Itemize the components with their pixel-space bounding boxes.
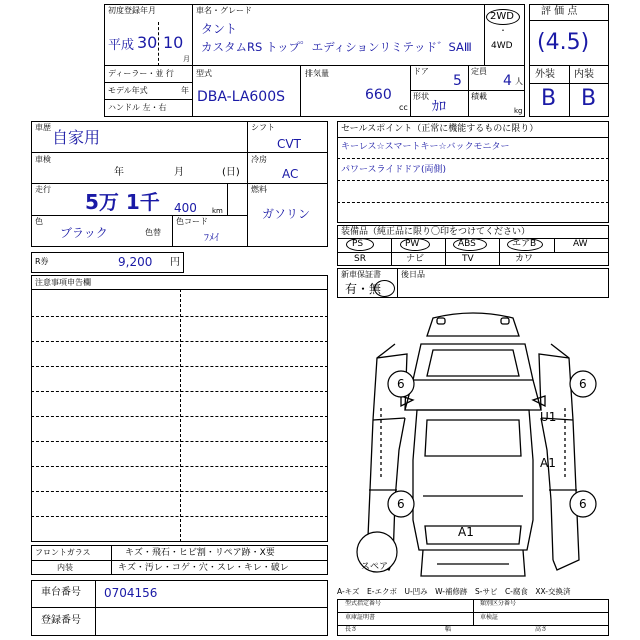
equip-leather: カワ [515,254,534,264]
mileage-value: 5万 1千 [85,190,160,214]
ac-label: 冷房 [251,155,267,164]
color-change-label: 色替 [145,228,161,237]
exterior-label: 外装 [535,69,555,80]
registration-value: 自家用 [52,128,101,147]
color-code-label: 色コード [176,217,208,226]
ac-value: AC [282,167,299,181]
mark-front-right-tire: 6 [579,377,587,391]
mark-rear-a1: A1 [458,525,474,539]
damage-legend: A-キズ E-エクボ U-凹み W-補修跡 S-サビ C-腐食 XX-交換済 [337,587,571,596]
shape-value: ｶﾛ [432,99,446,115]
type-label: 型式 [196,69,212,78]
shape-label: 形状 [413,92,429,101]
dealer-label: ディーラー・並 行 [108,69,174,78]
warranty-label: 新車保証書 [341,270,381,279]
mark-rear-left-tire: 6 [397,497,405,511]
front-glass-label: フロントガラス [35,548,91,557]
doors-label: ドア [413,67,429,76]
car-damage-diagram [337,300,609,590]
exterior-value: B [541,86,557,111]
eval-label: 評 価 点 [541,6,578,17]
model-year-label: モデル年式 [108,86,148,95]
equip-ps: PS [352,239,364,249]
mileage-sub: 400 [174,201,197,215]
color-label: 色 [35,217,43,226]
era-value: 平成 [108,38,135,53]
chassis-label: 車台番号 [41,587,81,598]
doors-value: 5 [453,73,462,89]
name-grade-label: 車名・グレード [196,6,252,15]
header-left-box [104,4,525,117]
warranty-none-circle [374,280,395,297]
type-value: DBA-LA600S [197,89,286,105]
year-value: 30 [137,33,158,52]
month-value: 10 [163,33,184,52]
shift-label: シフト [251,123,275,132]
equip-aw: AW [573,239,588,249]
mileage-label: 走行 [35,185,51,194]
fuel-label: 燃料 [251,185,267,194]
recycle-label: R券 [35,257,49,266]
equip-sr: SR [354,254,366,264]
front-glass-items: キズ・飛石・ヒビ割・リペア跡・X要 [125,548,275,558]
month-unit: 月 [183,55,190,63]
capacity-label: 定員 [471,67,487,76]
color-code-value: ﾌﾒｲ [204,233,219,244]
recycle-box [31,252,184,273]
sales-line2: パワースライドドア(両側) [341,165,447,175]
displacement-value: 660 [365,87,392,103]
interior-damage-label: 内装 [57,563,73,572]
sales-line1: キーレス☆スマートキー☆バックモニター [341,142,510,152]
fuel-value: ガソリン [262,207,311,221]
equip-navi: ナビ [406,254,425,264]
registration-label: 車歴 [35,123,51,132]
mark-roof-u1: U1 [540,410,557,424]
equipment-label: 装備品（純正品に限り〇印をつけてください） [341,227,531,237]
load-label: 積載 [471,92,487,101]
inspection-label: 車検 [35,155,51,164]
displacement-label: 排気量 [305,69,329,78]
interior-label: 内装 [574,69,594,80]
interior-value: B [581,86,597,111]
car-name: タント [201,22,238,36]
recycle-value: 9,200 [118,255,153,269]
notes-label: 注意事項申告欄 [35,278,91,287]
equip-pw: PW [405,239,420,249]
equip-airbag: エアB [512,239,537,249]
reg-number-label: 登録番号 [41,615,81,626]
interior-items: キズ・汚レ・コゲ・穴・スレ・キレ・破レ [118,563,289,573]
handle-label: ハンドル 左・右 [108,103,167,112]
warranty-value: 有・無 [345,282,382,296]
later-date-label: 後日品 [401,270,425,279]
eval-value: (4.5) [537,30,590,55]
spare-label: スペア [361,562,389,572]
equip-tv: TV [462,254,474,264]
equip-abs: ABS [458,239,476,249]
mark-rear-right-tire: 6 [579,497,587,511]
shift-value: CVT [277,137,301,151]
first-reg-label: 初度登録年月 [108,6,156,15]
grade-value: カスタムRS トップ゜エディションリミテッド゛SAⅢ [201,40,472,54]
mark-side-a1: A1 [540,456,556,470]
chassis-value: 0704156 [104,586,158,600]
sales-label: セールスポイント（正常に機能するものに限り） [341,124,539,134]
mark-front-left-tire: 6 [397,377,405,391]
drive-4wd: 4WD [491,41,513,51]
capacity-value: 4 [503,73,512,89]
drive-2wd: 2WD [490,11,514,22]
color-value: ブラック [60,226,108,240]
